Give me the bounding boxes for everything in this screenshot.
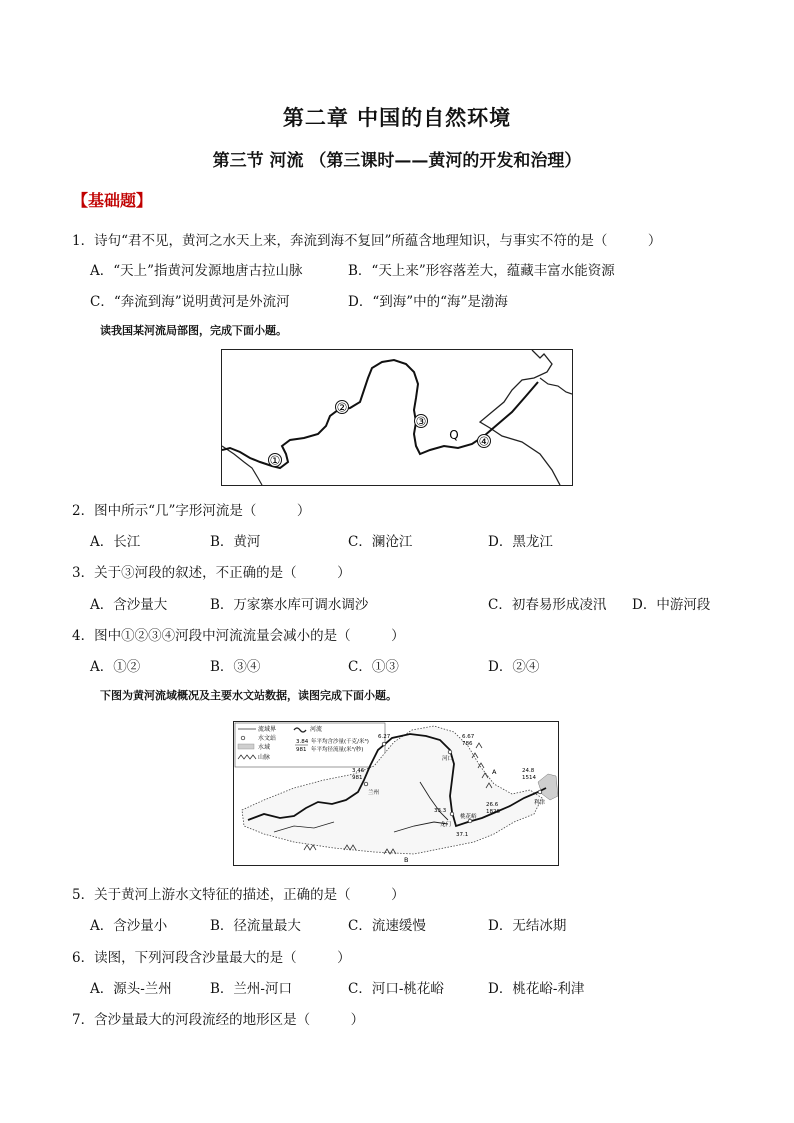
station-lanzhou-name: 兰州 — [368, 790, 380, 796]
station-lanzhou-sediment: 3.46 — [352, 768, 365, 774]
question-1-option-a: A．“天上”指黄河发源地唐古拉山脉 — [90, 263, 303, 279]
station-taohuayu-sediment: 26.6 — [486, 802, 499, 808]
marker-1-label: ① — [269, 453, 281, 468]
question-2-option-b: B．黄河 — [210, 534, 261, 550]
legend-sample-bottom: 981 — [296, 747, 307, 753]
question-4-option-a: A．①② — [90, 659, 141, 675]
station-lanzhou-marker — [364, 782, 368, 786]
station-hekou-sediment: 6.67 — [462, 734, 475, 740]
question-4-option-c: C．①③ — [348, 659, 399, 675]
question-2-option-c: C．澜沧江 — [348, 534, 413, 550]
question-4-option-b: B．③④ — [210, 659, 261, 675]
question-6-option-a: A．源头-兰州 — [90, 981, 172, 997]
question-3-stem: 3．关于③河段的叙述，不正确的是（ ） — [72, 565, 351, 581]
station-longmen-sediment: 33.3 — [434, 808, 447, 814]
river-map-1 — [221, 349, 573, 486]
legend-mountain: 山脉 — [258, 754, 271, 761]
station-taohuayu-name: 桃花峪 — [460, 814, 477, 820]
question-5-option-c: C．流速缓慢 — [348, 918, 426, 934]
legend-desc-runoff: 年平均径流量(米³/秒) — [311, 747, 364, 753]
station-upper-sediment: 6.27 — [378, 734, 391, 740]
question-1-stem: 1．诗句“君不见，黄河之水天上来，奔流到海不复回”所蕴含地理知识，与事实不符的是（ ） — [72, 233, 662, 249]
question-3-option-c: C．初春易形成凌汛 — [488, 597, 607, 613]
yellow-river-basin-map — [233, 721, 559, 866]
question-3-option-b: B．万家寨水库可调水调沙 — [210, 597, 369, 613]
question-6-stem: 6．读图，下列河段含沙量最大的是（ ） — [72, 950, 351, 966]
question-1-option-c: C．“奔流到海”说明黄河是外流河 — [90, 294, 290, 310]
section-label: 【基础题】 — [72, 191, 153, 210]
legend-basin: 流域界 — [258, 726, 277, 733]
yellow-river-basin-svg — [234, 722, 558, 865]
coastline-2 — [540, 378, 572, 394]
station-sanmenxia-sediment: 37.1 — [456, 832, 469, 838]
question-6-option-b: B．兰州-河口 — [210, 981, 292, 997]
question-2-stem: 2．图中所示“几”字形河流是（ ） — [72, 503, 311, 519]
border-line — [222, 446, 262, 485]
question-6-option-d: D．桃花峪-利津 — [488, 981, 585, 997]
coastline — [480, 350, 560, 485]
lesson-title: 第三节 河流 （第三课时——黄河的开发和治理） — [212, 151, 582, 171]
question-4-stem: 4．图中①②③④河段中河流流量会减小的是（ ） — [72, 628, 405, 644]
river-map-1-svg — [222, 350, 572, 485]
question-2-option-d: D．黑龙江 — [488, 534, 553, 550]
station-lijin-sediment: 24.8 — [522, 768, 535, 774]
station-lijin-runoff: 1514 — [522, 775, 536, 781]
legend-station: 水文站 — [258, 735, 277, 742]
station-lanzhou-runoff: 981 — [352, 775, 363, 781]
question-3-option-d: D．中游河段 — [632, 597, 711, 613]
question-5-stem: 5．关于黄河上游水文特征的描述，正确的是（ ） — [72, 887, 405, 903]
chapter-title: 第二章 中国的自然环境 — [282, 106, 512, 130]
station-hekou-runoff: 786 — [462, 741, 473, 747]
question-7-stem: 7．含沙量最大的河段流经的地形区是（ ） — [72, 1012, 365, 1028]
question-2-option-a: A．长江 — [90, 534, 141, 550]
letter-a: A — [492, 768, 497, 776]
legend-water: 水域 — [258, 744, 271, 751]
legend-water-swatch — [238, 744, 254, 749]
station-longmen-marker — [450, 812, 454, 816]
bohai-sea — [538, 774, 558, 800]
question-1-option-d: D．“到海”中的“海”是渤海 — [348, 294, 508, 310]
station-lijin-marker — [538, 790, 542, 794]
station-taohuayu-runoff: 1820 — [486, 809, 500, 815]
marker-2-label: ② — [336, 400, 348, 415]
station-longmen-name: 龙门 — [440, 822, 452, 828]
question-5-option-b: B．径流量最大 — [210, 918, 301, 934]
question-3-option-a: A．含沙量大 — [90, 597, 168, 613]
question-4-option-d: D．②④ — [488, 659, 540, 675]
reading-instruction-1: 读我国某河流局部图，完成下面小题。 — [100, 324, 287, 337]
reading-instruction-2: 下图为黄河流域概况及主要水文站数据，读图完成下面小题。 — [100, 689, 397, 702]
question-1-option-b: B．“天上来”形容落差大，蕴藏丰富水能资源 — [348, 263, 615, 279]
station-hekou-name: 河口 — [442, 756, 454, 762]
marker-q-label: Q — [449, 428, 459, 442]
marker-3-label: ③ — [415, 414, 427, 429]
legend-river: 河流 — [310, 726, 323, 733]
question-6-option-c: C．河口-桃花峪 — [348, 981, 444, 997]
station-hekou-marker — [448, 750, 452, 754]
question-5-option-d: D．无结冰期 — [488, 918, 567, 934]
letter-b: B — [404, 856, 409, 864]
station-upper-marker — [382, 742, 386, 746]
question-5-option-a: A．含沙量小 — [90, 918, 168, 934]
station-lijin-name: 利津 — [534, 800, 546, 806]
marker-4-label: ④ — [478, 434, 490, 449]
legend-sample-top: 3.84 — [296, 739, 309, 745]
legend-desc-sediment: 年平均含沙量(千克/米³) — [311, 739, 369, 745]
